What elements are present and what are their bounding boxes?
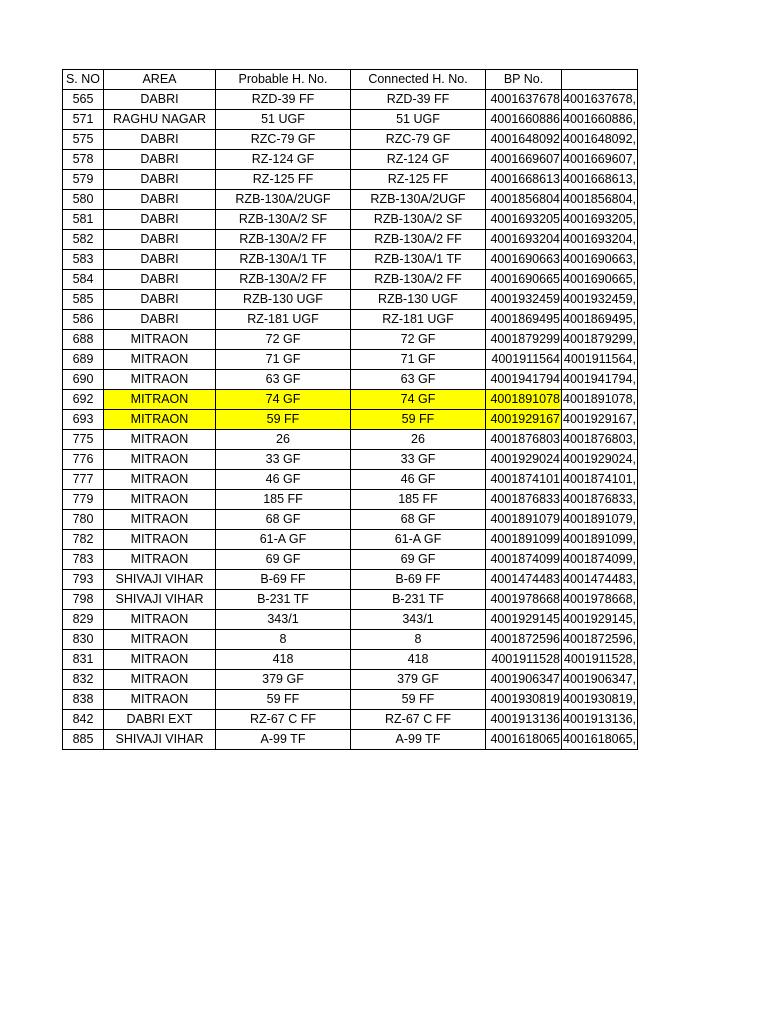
header-bp-no: BP No. bbox=[486, 70, 562, 90]
cell-probable-h-no: 379 GF bbox=[216, 670, 351, 690]
table-row bbox=[63, 370, 638, 390]
cell-area: MITRAON bbox=[104, 370, 216, 390]
cell-bp-no: 4001690663 bbox=[486, 250, 562, 270]
cell-sno: 776 bbox=[63, 450, 104, 470]
cell-sno: 571 bbox=[63, 110, 104, 130]
cell-bp-no: 4001648092 bbox=[486, 130, 562, 150]
table-row bbox=[63, 670, 638, 690]
cell-bp-no: 4001929024 bbox=[486, 450, 562, 470]
cell-area: SHIVAJI VIHAR bbox=[104, 570, 216, 590]
cell-sno: 688 bbox=[63, 330, 104, 350]
cell-bp-list: 4001978668, bbox=[562, 590, 638, 610]
cell-probable-h-no: 343/1 bbox=[216, 610, 351, 630]
cell-bp-list: 4001906347, bbox=[562, 670, 638, 690]
cell-bp-no: 4001929145 bbox=[486, 610, 562, 630]
cell-bp-no: 4001693204 bbox=[486, 230, 562, 250]
cell-sno: 580 bbox=[63, 190, 104, 210]
cell-connected-h-no: 46 GF bbox=[351, 470, 486, 490]
cell-sno: 565 bbox=[63, 90, 104, 110]
cell-sno: 829 bbox=[63, 610, 104, 630]
cell-connected-h-no: RZB-130A/2 SF bbox=[351, 210, 486, 230]
cell-sno: 585 bbox=[63, 290, 104, 310]
cell-probable-h-no: 59 FF bbox=[216, 410, 351, 430]
cell-connected-h-no: RZB-130A/2UGF bbox=[351, 190, 486, 210]
cell-sno: 689 bbox=[63, 350, 104, 370]
cell-bp-no: 4001929167 bbox=[486, 410, 562, 430]
cell-bp-list: 4001929167, bbox=[562, 410, 638, 430]
cell-connected-h-no: RZ-67 C FF bbox=[351, 710, 486, 730]
cell-area: MITRAON bbox=[104, 690, 216, 710]
cell-sno: 775 bbox=[63, 430, 104, 450]
cell-sno: 832 bbox=[63, 670, 104, 690]
cell-sno: 793 bbox=[63, 570, 104, 590]
cell-area: DABRI bbox=[104, 290, 216, 310]
cell-probable-h-no: RZB-130A/2 FF bbox=[216, 270, 351, 290]
table-row bbox=[63, 290, 638, 310]
cell-bp-list: 4001660886, bbox=[562, 110, 638, 130]
cell-area: MITRAON bbox=[104, 490, 216, 510]
table-row bbox=[63, 550, 638, 570]
cell-sno: 586 bbox=[63, 310, 104, 330]
cell-probable-h-no: RZ-124 GF bbox=[216, 150, 351, 170]
cell-connected-h-no: 51 UGF bbox=[351, 110, 486, 130]
cell-bp-no: 4001618065 bbox=[486, 730, 562, 750]
cell-bp-no: 4001879299 bbox=[486, 330, 562, 350]
cell-area: DABRI bbox=[104, 210, 216, 230]
cell-bp-list: 4001932459, bbox=[562, 290, 638, 310]
table-row bbox=[63, 210, 638, 230]
table-row bbox=[63, 110, 638, 130]
cell-bp-no: 4001874101 bbox=[486, 470, 562, 490]
cell-connected-h-no: 61-A GF bbox=[351, 530, 486, 550]
cell-area: DABRI bbox=[104, 130, 216, 150]
cell-area: DABRI bbox=[104, 270, 216, 290]
cell-probable-h-no: RZ-67 C FF bbox=[216, 710, 351, 730]
cell-sno: 575 bbox=[63, 130, 104, 150]
cell-connected-h-no: 72 GF bbox=[351, 330, 486, 350]
cell-probable-h-no: RZC-79 GF bbox=[216, 130, 351, 150]
header-area: AREA bbox=[104, 70, 216, 90]
cell-bp-list: 4001911564, bbox=[562, 350, 638, 370]
cell-connected-h-no: RZD-39 FF bbox=[351, 90, 486, 110]
cell-probable-h-no: 46 GF bbox=[216, 470, 351, 490]
table-row bbox=[63, 470, 638, 490]
table-row bbox=[63, 410, 638, 430]
cell-connected-h-no: 418 bbox=[351, 650, 486, 670]
cell-connected-h-no: 26 bbox=[351, 430, 486, 450]
cell-area: DABRI bbox=[104, 90, 216, 110]
table-row bbox=[63, 710, 638, 730]
cell-area: MITRAON bbox=[104, 350, 216, 370]
cell-probable-h-no: RZB-130A/1 TF bbox=[216, 250, 351, 270]
cell-probable-h-no: 418 bbox=[216, 650, 351, 670]
cell-area: MITRAON bbox=[104, 470, 216, 490]
table-row bbox=[63, 270, 638, 290]
cell-bp-no: 4001876833 bbox=[486, 490, 562, 510]
header-blank bbox=[562, 70, 638, 90]
cell-bp-no: 4001474483 bbox=[486, 570, 562, 590]
cell-connected-h-no: 185 FF bbox=[351, 490, 486, 510]
cell-connected-h-no: 8 bbox=[351, 630, 486, 650]
cell-probable-h-no: 68 GF bbox=[216, 510, 351, 530]
cell-connected-h-no: 71 GF bbox=[351, 350, 486, 370]
cell-area: MITRAON bbox=[104, 610, 216, 630]
cell-probable-h-no: 72 GF bbox=[216, 330, 351, 350]
cell-bp-no: 4001669607 bbox=[486, 150, 562, 170]
cell-connected-h-no: 63 GF bbox=[351, 370, 486, 390]
cell-area: MITRAON bbox=[104, 450, 216, 470]
cell-bp-no: 4001891079 bbox=[486, 510, 562, 530]
cell-bp-no: 4001891078 bbox=[486, 390, 562, 410]
table-body bbox=[63, 90, 638, 750]
header-sno: S. NO bbox=[63, 70, 104, 90]
data-table bbox=[62, 69, 638, 750]
cell-sno: 842 bbox=[63, 710, 104, 730]
cell-area: DABRI bbox=[104, 170, 216, 190]
table-row bbox=[63, 690, 638, 710]
cell-bp-list: 4001891079, bbox=[562, 510, 638, 530]
cell-bp-list: 4001929024, bbox=[562, 450, 638, 470]
cell-bp-no: 4001856804 bbox=[486, 190, 562, 210]
table-row bbox=[63, 350, 638, 370]
cell-sno: 693 bbox=[63, 410, 104, 430]
cell-probable-h-no: RZB-130A/2 SF bbox=[216, 210, 351, 230]
cell-bp-list: 4001618065, bbox=[562, 730, 638, 750]
cell-bp-list: 4001941794, bbox=[562, 370, 638, 390]
cell-probable-h-no: B-69 FF bbox=[216, 570, 351, 590]
cell-area: DABRI bbox=[104, 190, 216, 210]
cell-connected-h-no: B-231 TF bbox=[351, 590, 486, 610]
cell-connected-h-no: RZB-130 UGF bbox=[351, 290, 486, 310]
cell-bp-list: 4001690665, bbox=[562, 270, 638, 290]
cell-connected-h-no: A-99 TF bbox=[351, 730, 486, 750]
table-row bbox=[63, 130, 638, 150]
cell-sno: 838 bbox=[63, 690, 104, 710]
cell-bp-list: 4001911528, bbox=[562, 650, 638, 670]
table-row bbox=[63, 630, 638, 650]
cell-sno: 885 bbox=[63, 730, 104, 750]
cell-probable-h-no: 61-A GF bbox=[216, 530, 351, 550]
cell-area: DABRI bbox=[104, 250, 216, 270]
table-row bbox=[63, 390, 638, 410]
cell-probable-h-no: 74 GF bbox=[216, 390, 351, 410]
cell-bp-list: 4001891078, bbox=[562, 390, 638, 410]
cell-probable-h-no: 8 bbox=[216, 630, 351, 650]
table-row bbox=[63, 430, 638, 450]
table-row bbox=[63, 730, 638, 750]
cell-probable-h-no: 63 GF bbox=[216, 370, 351, 390]
cell-area: MITRAON bbox=[104, 670, 216, 690]
cell-bp-no: 4001930819 bbox=[486, 690, 562, 710]
cell-area: MITRAON bbox=[104, 530, 216, 550]
cell-bp-list: 4001876803, bbox=[562, 430, 638, 450]
table-row bbox=[63, 650, 638, 670]
table-header bbox=[63, 70, 638, 90]
cell-area: DABRI EXT bbox=[104, 710, 216, 730]
cell-sno: 582 bbox=[63, 230, 104, 250]
cell-area: SHIVAJI VIHAR bbox=[104, 590, 216, 610]
table-row bbox=[63, 510, 638, 530]
cell-area: RAGHU NAGAR bbox=[104, 110, 216, 130]
table-row bbox=[63, 190, 638, 210]
cell-sno: 782 bbox=[63, 530, 104, 550]
cell-bp-list: 4001929145, bbox=[562, 610, 638, 630]
cell-area: DABRI bbox=[104, 150, 216, 170]
cell-bp-list: 4001648092, bbox=[562, 130, 638, 150]
cell-connected-h-no: 68 GF bbox=[351, 510, 486, 530]
header-row bbox=[63, 70, 638, 90]
header-connected-h-no: Connected H. No. bbox=[351, 70, 486, 90]
cell-connected-h-no: RZ-124 GF bbox=[351, 150, 486, 170]
cell-probable-h-no: 71 GF bbox=[216, 350, 351, 370]
cell-bp-list: 4001913136, bbox=[562, 710, 638, 730]
cell-bp-no: 4001911528 bbox=[486, 650, 562, 670]
cell-sno: 831 bbox=[63, 650, 104, 670]
cell-probable-h-no: 51 UGF bbox=[216, 110, 351, 130]
cell-bp-no: 4001906347 bbox=[486, 670, 562, 690]
cell-bp-no: 4001693205 bbox=[486, 210, 562, 230]
cell-probable-h-no: A-99 TF bbox=[216, 730, 351, 750]
cell-connected-h-no: RZC-79 GF bbox=[351, 130, 486, 150]
cell-bp-list: 4001693205, bbox=[562, 210, 638, 230]
table-row bbox=[63, 250, 638, 270]
cell-probable-h-no: RZB-130A/2 FF bbox=[216, 230, 351, 250]
table-row bbox=[63, 590, 638, 610]
cell-bp-no: 4001941794 bbox=[486, 370, 562, 390]
cell-sno: 780 bbox=[63, 510, 104, 530]
cell-probable-h-no: B-231 TF bbox=[216, 590, 351, 610]
cell-sno: 581 bbox=[63, 210, 104, 230]
cell-probable-h-no: RZD-39 FF bbox=[216, 90, 351, 110]
cell-bp-list: 4001668613, bbox=[562, 170, 638, 190]
cell-probable-h-no: 69 GF bbox=[216, 550, 351, 570]
header-probable-h-no: Probable H. No. bbox=[216, 70, 351, 90]
cell-connected-h-no: RZB-130A/2 FF bbox=[351, 270, 486, 290]
cell-bp-no: 4001876803 bbox=[486, 430, 562, 450]
cell-probable-h-no: 26 bbox=[216, 430, 351, 450]
cell-connected-h-no: 343/1 bbox=[351, 610, 486, 630]
table-row bbox=[63, 90, 638, 110]
cell-area: MITRAON bbox=[104, 510, 216, 530]
cell-area: MITRAON bbox=[104, 550, 216, 570]
cell-bp-list: 4001690663, bbox=[562, 250, 638, 270]
cell-sno: 830 bbox=[63, 630, 104, 650]
cell-bp-list: 4001669607, bbox=[562, 150, 638, 170]
cell-probable-h-no: 59 FF bbox=[216, 690, 351, 710]
cell-area: MITRAON bbox=[104, 430, 216, 450]
cell-bp-list: 4001637678, bbox=[562, 90, 638, 110]
cell-area: DABRI bbox=[104, 230, 216, 250]
cell-sno: 783 bbox=[63, 550, 104, 570]
cell-bp-list: 4001930819, bbox=[562, 690, 638, 710]
cell-sno: 779 bbox=[63, 490, 104, 510]
cell-bp-no: 4001872596 bbox=[486, 630, 562, 650]
cell-bp-list: 4001869495, bbox=[562, 310, 638, 330]
cell-bp-no: 4001660886 bbox=[486, 110, 562, 130]
cell-connected-h-no: 59 FF bbox=[351, 690, 486, 710]
table-row bbox=[63, 570, 638, 590]
cell-probable-h-no: 185 FF bbox=[216, 490, 351, 510]
cell-probable-h-no: RZ-181 UGF bbox=[216, 310, 351, 330]
cell-area: MITRAON bbox=[104, 390, 216, 410]
cell-probable-h-no: RZ-125 FF bbox=[216, 170, 351, 190]
cell-bp-list: 4001891099, bbox=[562, 530, 638, 550]
table-row bbox=[63, 150, 638, 170]
cell-connected-h-no: RZ-181 UGF bbox=[351, 310, 486, 330]
cell-connected-h-no: RZ-125 FF bbox=[351, 170, 486, 190]
cell-sno: 692 bbox=[63, 390, 104, 410]
cell-bp-no: 4001668613 bbox=[486, 170, 562, 190]
cell-bp-no: 4001911564 bbox=[486, 350, 562, 370]
cell-connected-h-no: 69 GF bbox=[351, 550, 486, 570]
cell-area: MITRAON bbox=[104, 410, 216, 430]
cell-bp-list: 4001876833, bbox=[562, 490, 638, 510]
cell-sno: 579 bbox=[63, 170, 104, 190]
cell-bp-no: 4001932459 bbox=[486, 290, 562, 310]
cell-bp-list: 4001874099, bbox=[562, 550, 638, 570]
table-row bbox=[63, 230, 638, 250]
cell-sno: 578 bbox=[63, 150, 104, 170]
table-row bbox=[63, 490, 638, 510]
cell-connected-h-no: RZB-130A/1 TF bbox=[351, 250, 486, 270]
table-row bbox=[63, 310, 638, 330]
table-row bbox=[63, 450, 638, 470]
cell-connected-h-no: 74 GF bbox=[351, 390, 486, 410]
cell-bp-list: 4001856804, bbox=[562, 190, 638, 210]
cell-area: MITRAON bbox=[104, 630, 216, 650]
cell-probable-h-no: RZB-130 UGF bbox=[216, 290, 351, 310]
cell-sno: 777 bbox=[63, 470, 104, 490]
cell-bp-no: 4001637678 bbox=[486, 90, 562, 110]
table-row bbox=[63, 330, 638, 350]
cell-connected-h-no: 379 GF bbox=[351, 670, 486, 690]
cell-connected-h-no: RZB-130A/2 FF bbox=[351, 230, 486, 250]
table-row bbox=[63, 170, 638, 190]
cell-bp-no: 4001913136 bbox=[486, 710, 562, 730]
cell-area: SHIVAJI VIHAR bbox=[104, 730, 216, 750]
table-row bbox=[63, 610, 638, 630]
cell-probable-h-no: 33 GF bbox=[216, 450, 351, 470]
cell-sno: 690 bbox=[63, 370, 104, 390]
cell-bp-list: 4001874101, bbox=[562, 470, 638, 490]
cell-bp-list: 4001474483, bbox=[562, 570, 638, 590]
cell-bp-no: 4001978668 bbox=[486, 590, 562, 610]
cell-sno: 584 bbox=[63, 270, 104, 290]
cell-sno: 798 bbox=[63, 590, 104, 610]
cell-sno: 583 bbox=[63, 250, 104, 270]
cell-bp-no: 4001874099 bbox=[486, 550, 562, 570]
cell-connected-h-no: 33 GF bbox=[351, 450, 486, 470]
cell-connected-h-no: B-69 FF bbox=[351, 570, 486, 590]
cell-bp-no: 4001869495 bbox=[486, 310, 562, 330]
cell-bp-no: 4001690665 bbox=[486, 270, 562, 290]
cell-connected-h-no: 59 FF bbox=[351, 410, 486, 430]
cell-bp-no: 4001891099 bbox=[486, 530, 562, 550]
cell-area: MITRAON bbox=[104, 650, 216, 670]
cell-area: DABRI bbox=[104, 310, 216, 330]
cell-bp-list: 4001872596, bbox=[562, 630, 638, 650]
cell-bp-list: 4001693204, bbox=[562, 230, 638, 250]
cell-probable-h-no: RZB-130A/2UGF bbox=[216, 190, 351, 210]
table-row bbox=[63, 530, 638, 550]
cell-area: MITRAON bbox=[104, 330, 216, 350]
cell-bp-list: 4001879299, bbox=[562, 330, 638, 350]
